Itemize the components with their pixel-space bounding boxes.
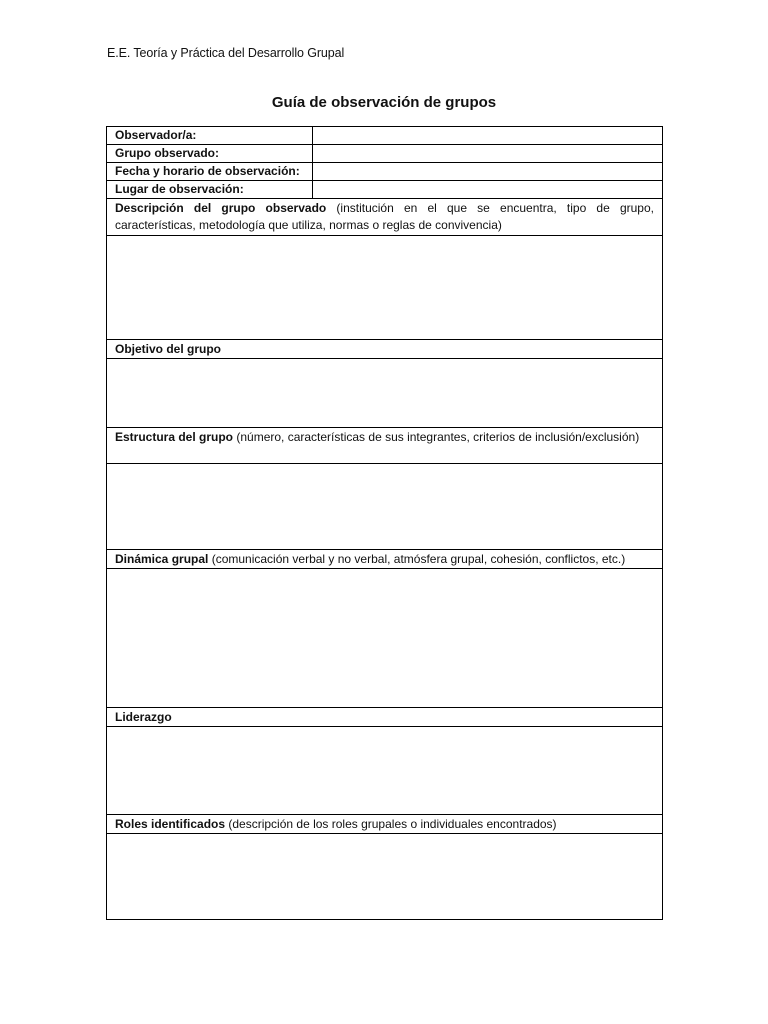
field-row-observador <box>107 127 663 145</box>
section-detail-descripcion: (institución en el que se encuentra, tipo de grupo, características, metodología que utiliza, normas o reglas de convivencia) <box>115 201 654 232</box>
field-label-fecha: Fecha y horario de observación: <box>107 163 313 181</box>
section-label-descripcion: Descripción del grupo observado <box>115 201 327 215</box>
field-value-observador[interactable] <box>313 127 663 145</box>
section-header-roles <box>107 815 663 834</box>
section-header-estructura <box>107 428 663 464</box>
field-value-fecha[interactable] <box>313 163 663 181</box>
field-label-grupo: Grupo observado: <box>107 145 313 163</box>
section-detail-dinamica: (comunicación verbal y no verbal, atmósfera grupal, cohesión, conflictos, etc.) <box>208 552 626 566</box>
section-content-roles[interactable] <box>107 834 663 920</box>
observation-form-table <box>106 126 663 920</box>
section-label-estructura: Estructura del grupo <box>115 430 234 444</box>
section-content-objetivo[interactable] <box>107 359 663 428</box>
field-row-lugar <box>107 181 663 199</box>
section-body-descripcion <box>107 236 663 340</box>
field-row-fecha <box>107 163 663 181</box>
section-body-dinamica <box>107 569 663 708</box>
section-detail-estructura: (número, características de sus integrantes, criterios de inclusión/exclusión) <box>233 430 640 444</box>
section-body-estructura <box>107 464 663 550</box>
field-row-grupo <box>107 145 663 163</box>
section-label-liderazgo: Liderazgo <box>115 710 172 724</box>
section-body-liderazgo <box>107 727 663 815</box>
section-header-descripcion <box>107 199 663 236</box>
field-label-lugar: Lugar de observación: <box>107 181 313 199</box>
section-body-roles <box>107 834 663 920</box>
section-label-objetivo: Objetivo del grupo <box>115 342 222 356</box>
section-content-dinamica[interactable] <box>107 569 663 708</box>
section-content-liderazgo[interactable] <box>107 727 663 815</box>
section-header-objetivo <box>107 340 663 359</box>
field-value-grupo[interactable] <box>313 145 663 163</box>
section-detail-roles: (descripción de los roles grupales o individuales encontrados) <box>225 817 557 831</box>
section-header-dinamica <box>107 550 663 569</box>
field-value-lugar[interactable] <box>313 181 663 199</box>
section-body-objetivo <box>107 359 663 428</box>
field-label-observador: Observador/a: <box>107 127 313 145</box>
section-content-descripcion[interactable] <box>107 236 663 340</box>
section-content-estructura[interactable] <box>107 464 663 550</box>
document-title: Guía de observación de grupos <box>271 94 497 111</box>
section-header-liderazgo <box>107 708 663 727</box>
course-header: E.E. Teoría y Práctica del Desarrollo Grupal <box>107 46 345 60</box>
section-label-roles: Roles identificados <box>115 817 226 831</box>
section-label-dinamica: Dinámica grupal <box>115 552 209 566</box>
